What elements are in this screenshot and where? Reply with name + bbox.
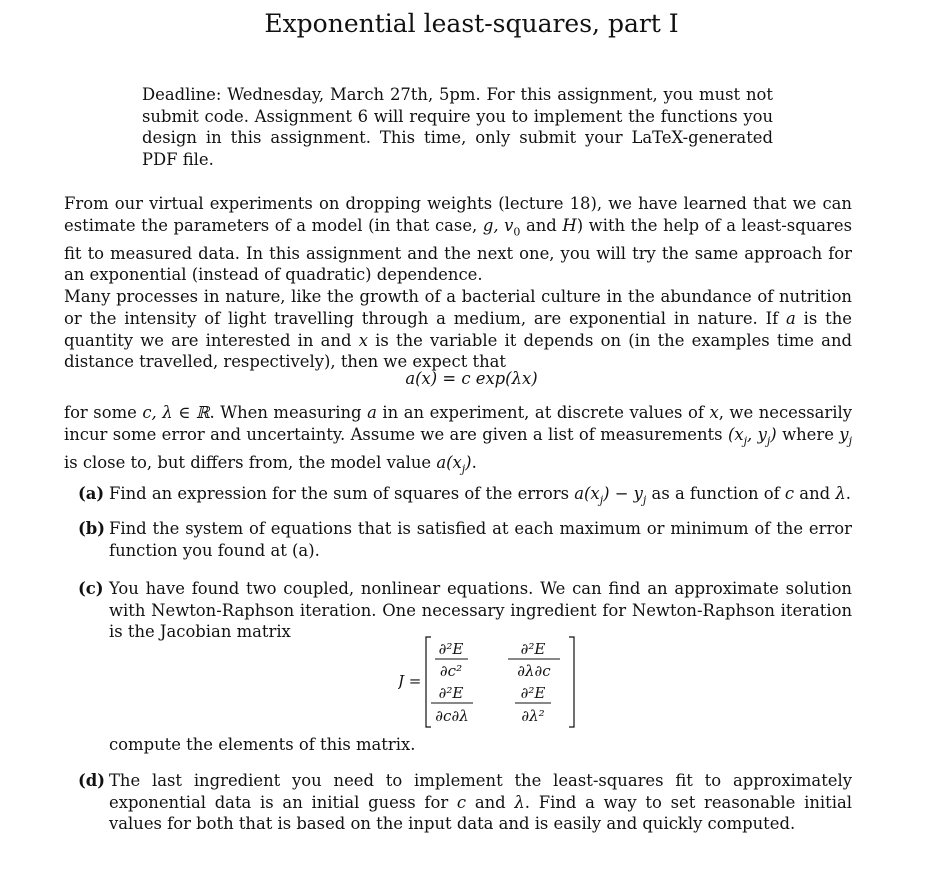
m11-numerator: ∂²E — [438, 640, 464, 658]
m22-denominator: ∂λ² — [521, 707, 545, 725]
model-equation: a(x) = c exp(λx) — [405, 369, 538, 388]
page-title: Exponential least-squares, part I — [264, 9, 679, 38]
m21-denominator: ∂c∂λ — [435, 707, 469, 725]
measurement-paragraph: for some c, λ ∈ ℝ. When measuring a in an experiment, at discrete values of x, we necessarily incur some error and uncertainty. Assume we are given a list of measurements ($x_j$, $y_j$) where $y_j$ is close to, but differs from, the model value $a(x_j)$. — [64, 403, 853, 475]
intro-paragraph: From our virtual experiments on dropping weights (lecture 18), we have learned that we can estimate the parameters of a model (in that case, g, $v_0$ and H) with the help of a least-squares fit to measured data. In this assignment and the next one, you will try the same approach for an exponential (instead of quadratic) dependence. Many processes in nature, like the growth of a bacterial culture in the abundance of nutrition or the intensity of light travelling through a medium, are exponential in nature. If a is the quantity we are interested in and x is the variable it depends on (in the examples time and distance travelled, respectively), then we expect that — [64, 194, 852, 372]
m12-numerator: ∂²E — [520, 640, 546, 658]
question-b-label: (b) — [78, 519, 105, 538]
question-c-followup: compute the elements of this matrix. — [109, 735, 416, 754]
processes-paragraph: Many processes in nature, like the growth of a bacterial culture in the abundance of nutrition or the intensity of light travelling through a medium, are exponential in nature. If a is the quantity we are interested in and x is the variable it depends on (in the examples time and distance travelled, respectively), then we expect that — [64, 287, 852, 372]
m11-denominator: ∂c² — [439, 662, 463, 680]
question-b: (b) Find the system of equations that is satisfied at each maximum or minimum of the error function you found at (a). — [78, 519, 852, 560]
question-d: (d) The last ingredient you need to implement the least-squares fit to approximately exponential data is an initial guess for c and λ. Find a way to set reasonable initial values for both that is based on the input data and is easily and quickly computed. — [78, 771, 852, 834]
m12-denominator: ∂λ∂c — [517, 662, 551, 680]
jacobian-lhs: J = — [398, 672, 422, 690]
question-c: (c) You have found two coupled, nonlinear equations. We can find an approximate solution with Newton-Raphson iteration. One necessary ingredient for Newton-Raphson iteration is the Jacobian matrix — [78, 579, 852, 642]
question-a-label: (a) — [78, 484, 105, 503]
jacobian-matrix — [398, 634, 588, 734]
question-a: (a) Find an expression for the sum of squares of the errors $a(x_j) - y_j$ as a function of c and λ. — [78, 484, 851, 507]
question-d-label: (d) — [78, 771, 105, 790]
abstract-deadline: Deadline: Wednesday, March 27th, 5pm. For this assignment, you must not submit code. Assignment 6 will require you to implement the functions you design in this assignment. This time, only submit your LaTeX-generated PDF file. — [142, 85, 773, 170]
m21-numerator: ∂²E — [438, 684, 464, 702]
question-c-label: (c) — [78, 579, 104, 598]
m22-numerator: ∂²E — [520, 684, 546, 702]
